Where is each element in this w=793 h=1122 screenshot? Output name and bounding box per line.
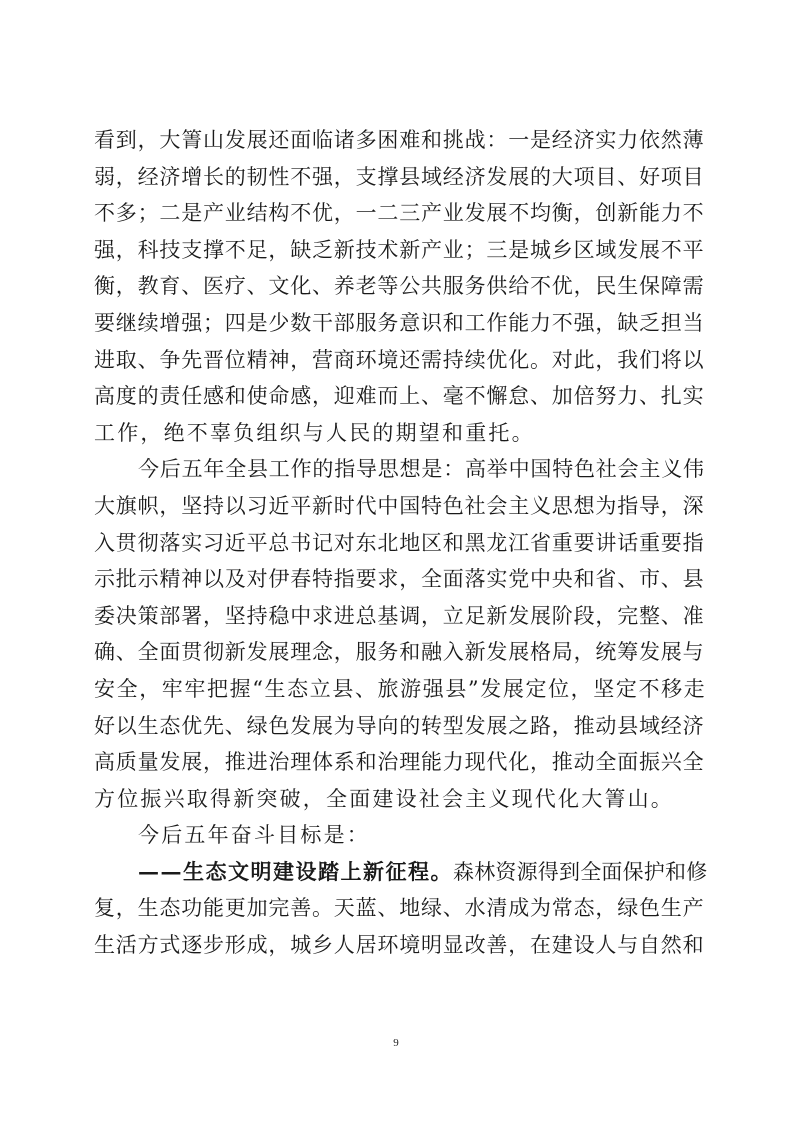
text-line: 强，科技支撑不足，缺乏新技术新产业；三是城乡区域发展不平 [94,237,705,262]
text-line: 入贯彻落实习近平总书记对东北地区和黑龙江省重要讲话重要指 [94,530,705,555]
text-line [94,854,709,891]
text-line: 大旗帜，坚持以习近平新时代中国特色社会主义思想为指导，深 [94,493,705,518]
text-line: 安全，牢牢把握“生态立县、旅游强县”发展定位，坚定不移走 [94,676,707,701]
text-line: 不多；二是产业结构不优，一二三产业发展不均衡，创新能力不 [94,201,705,226]
text-line: 确、全面贯彻新发展理念，服务和融入新发展格局，统筹发展与 [94,640,705,665]
text-line: 高度的责任感和使命感，迎难而上、毫不懈怠、加倍努力、扎实 [94,384,705,409]
text-line: 好以生态优先、绿色发展为导向的转型发展之路，推动县域经济 [94,713,705,738]
text-line: 方位振兴取得新突破，全面建设社会主义现代化大箐山。 [94,786,674,811]
text-line: 衡，教育、医疗、文化、养老等公共服务供给不优，民生保障需 [94,274,705,299]
paragraph-goals-intro [94,817,709,854]
text-line: 工作，绝不辜负组织与人民的期望和重托。 [94,420,535,445]
page-number: 9 [393,1037,399,1049]
text-line: 看到，大箐山发展还面临诸多困难和挑战：一是经济实力依然薄 [94,128,705,152]
text-line: 今后五年全县工作的指导思想是：高举中国特色社会主义伟 [138,457,705,482]
paragraph-challenges [94,122,709,451]
text-line: 今后五年奋斗目标是： [138,823,370,848]
text-line: 弱，经济增长的韧性不强，支撑县域经济发展的大项目、好项目 [94,164,705,189]
text-line: 高质量发展，推进治理体系和治理能力现代化，推动全面振兴全 [94,750,705,775]
section-heading: ——生态文明建设踏上新征程。 [138,858,453,884]
text-line: 生活方式逐步形成，城乡人居环境明显改善，在建设人与自然和 [94,933,705,958]
text-line: 示批示精神以及对伊春特指要求，全面落实党中央和省、市、县 [94,567,705,592]
text-line: 要继续增强；四是少数干部服务意识和工作能力不强，缺乏担当 [94,310,705,335]
text-line: 复，生态功能更加完善。天蓝、地绿、水清成为常态，绿色生产 [94,896,705,921]
body-text [94,122,709,964]
paragraph-guiding-ideology [94,451,709,817]
heading-line-rest: 森林资源得到全面保护和修 [453,859,708,884]
text-line: 委决策部署，坚持稳中求进总基调，立足新发展阶段，完整、准 [94,603,705,628]
text-line: 进取、争先晋位精神，营商环境还需持续优化。对此，我们将以 [94,347,705,372]
paragraph-ecological-goal [94,854,709,964]
